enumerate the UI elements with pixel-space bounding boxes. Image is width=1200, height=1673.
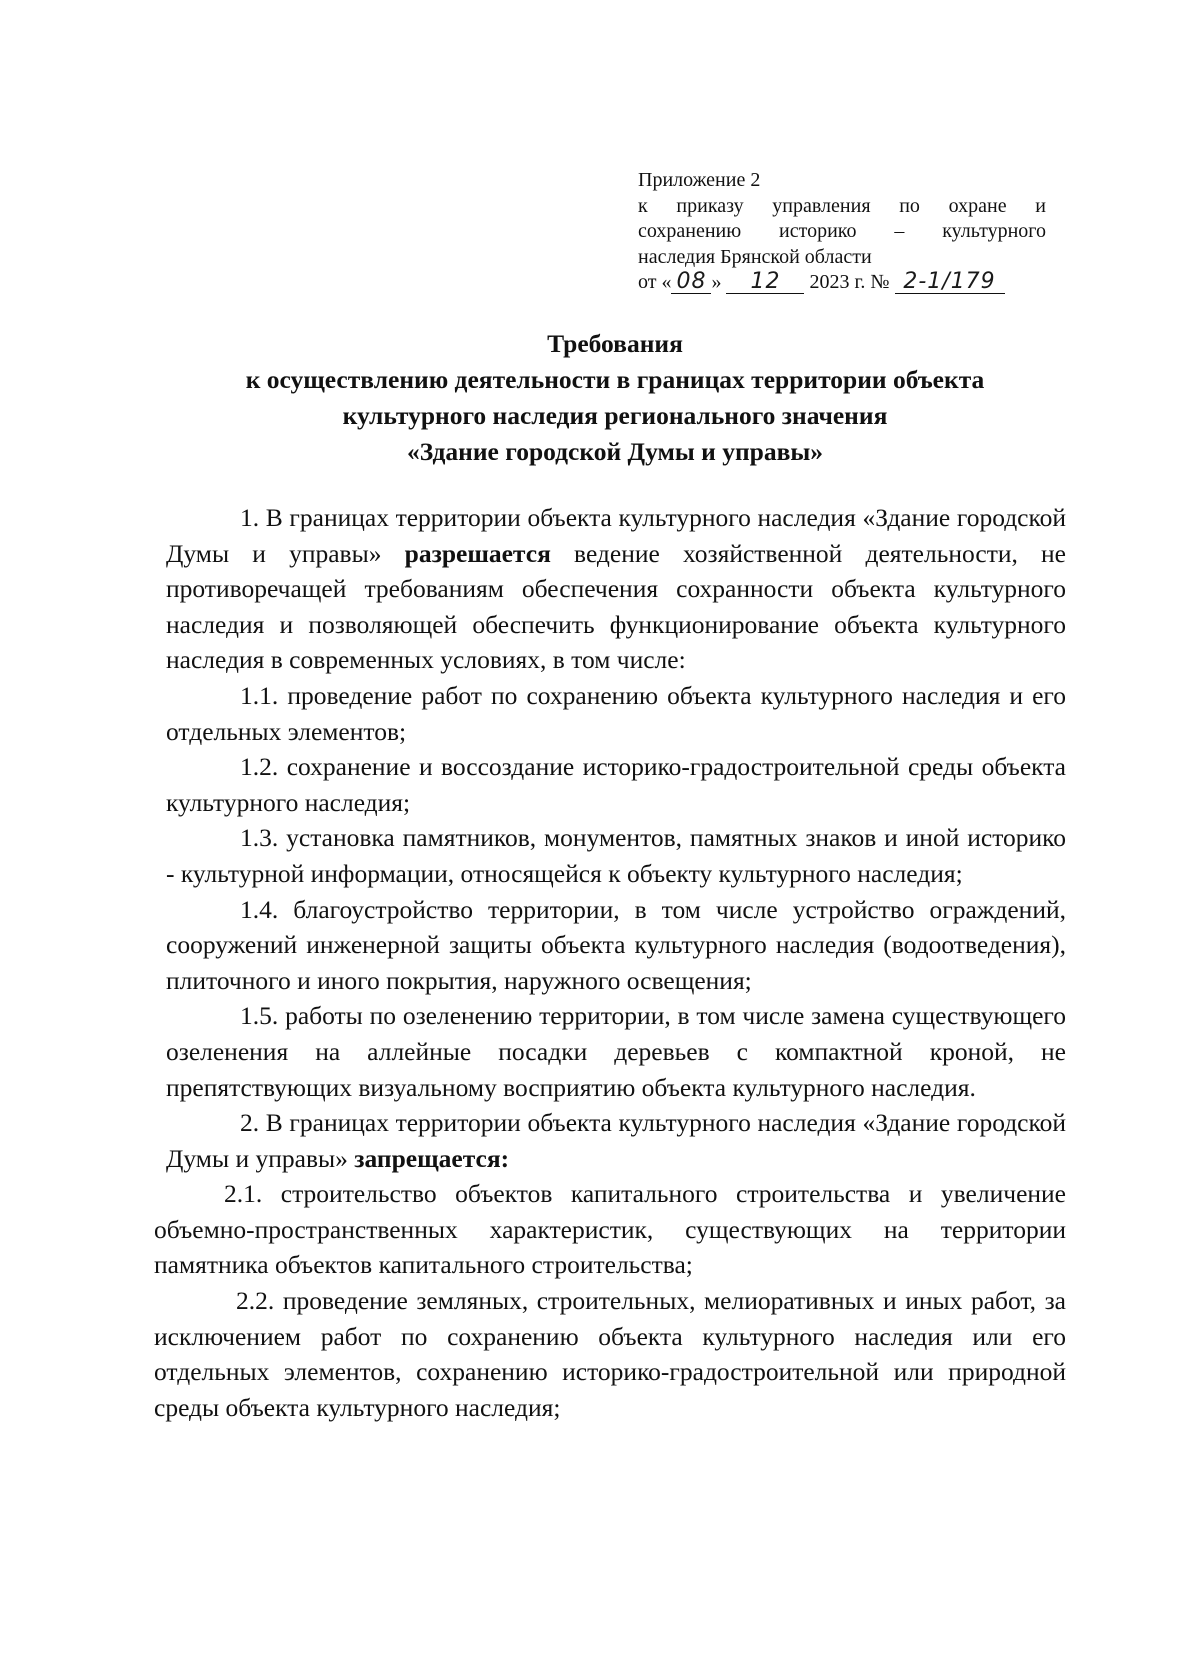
date-year: 2023 г. №	[809, 271, 890, 293]
paragraph-1-5: 1.5. работы по озеленению территории, в том числе замена существующего озеленения на аллейные посадки деревьев с компактной кроной, не препятствующих визуальному восприятию объекта культурного наследия.	[166, 1001, 1066, 1102]
emphasis-allowed: разрешается	[404, 538, 551, 568]
handwritten-doc-number: 2-1/179	[895, 271, 1005, 294]
paragraph-1	[166, 500, 1066, 678]
paragraph-text: 2. В границах территории объекта культурного наследия «Здание городской Думы и управы»	[166, 1108, 1066, 1173]
appendix-title: Приложение 2	[638, 169, 761, 191]
paragraph-1-4: 1.4. благоустройство территории, в том числе устройство ограждений, сооружений инженерной защиты объекта культурного наследия (водоотведения), плиточного и иного покрытия, наружного освещения;	[166, 894, 1066, 995]
date-prefix: от «	[638, 271, 672, 293]
document-title	[160, 326, 1070, 470]
handwritten-month: 12	[726, 271, 804, 294]
paragraph-1-2: 1.2. сохранение и воссоздание историко-градостроительной среды объекта культурного наследия;	[166, 752, 1066, 817]
paragraph-text: ведение хозяйственной деятельности, не противоречащей требованиям обеспечения сохранности объекта культурного наследия и позволяющей обеспечить функционирование объекта культурного наследия в современных условиях, в том числе:	[166, 538, 1066, 675]
handwritten-day: 08	[671, 271, 711, 294]
title-line: Требования	[547, 329, 683, 358]
appendix-line: к приказу управления по охране и	[638, 194, 1046, 217]
emphasis-forbidden: запрещается:	[354, 1143, 510, 1173]
title-line: культурного наследия регионального значения	[342, 401, 888, 430]
paragraph-2-1: 2.1. строительство объектов капитального строительства и увеличение объемно-пространственных характеристик, существующих на территории памятника объектов капитального строительства;	[154, 1179, 1066, 1280]
document-body	[154, 500, 1066, 1425]
title-line: «Здание городской Думы и управы»	[406, 437, 824, 466]
appendix-line: сохранению историко – культурного	[638, 220, 1046, 242]
paragraph-text: 1. В границах территории объекта культурного наследия «Здание городской Думы и управы»	[166, 503, 1066, 568]
paragraph-2	[166, 1105, 1066, 1176]
appendix-header	[638, 168, 1046, 296]
paragraph-1-3: 1.3. установка памятников, монументов, памятных знаков и иной историко - культурной информации, относящейся к объекту культурного наследия;	[166, 823, 1066, 888]
date-mid: »	[711, 271, 722, 293]
title-line: к осуществлению деятельности в границах территории объекта	[245, 365, 985, 394]
paragraph-1-1: 1.1. проведение работ по сохранению объекта культурного наследия и его отдельных элементов;	[166, 680, 1066, 746]
order-date-line	[638, 270, 1046, 296]
paragraph-2-2: 2.2. проведение земляных, строительных, мелиоративных и иных работ, за исключением работ по сохранению объекта культурного наследия или его отдельных элементов, сохранению историко-градостроительной или природной среды объекта культурного наследия;	[154, 1286, 1066, 1422]
appendix-line: наследия Брянской области	[638, 245, 872, 268]
